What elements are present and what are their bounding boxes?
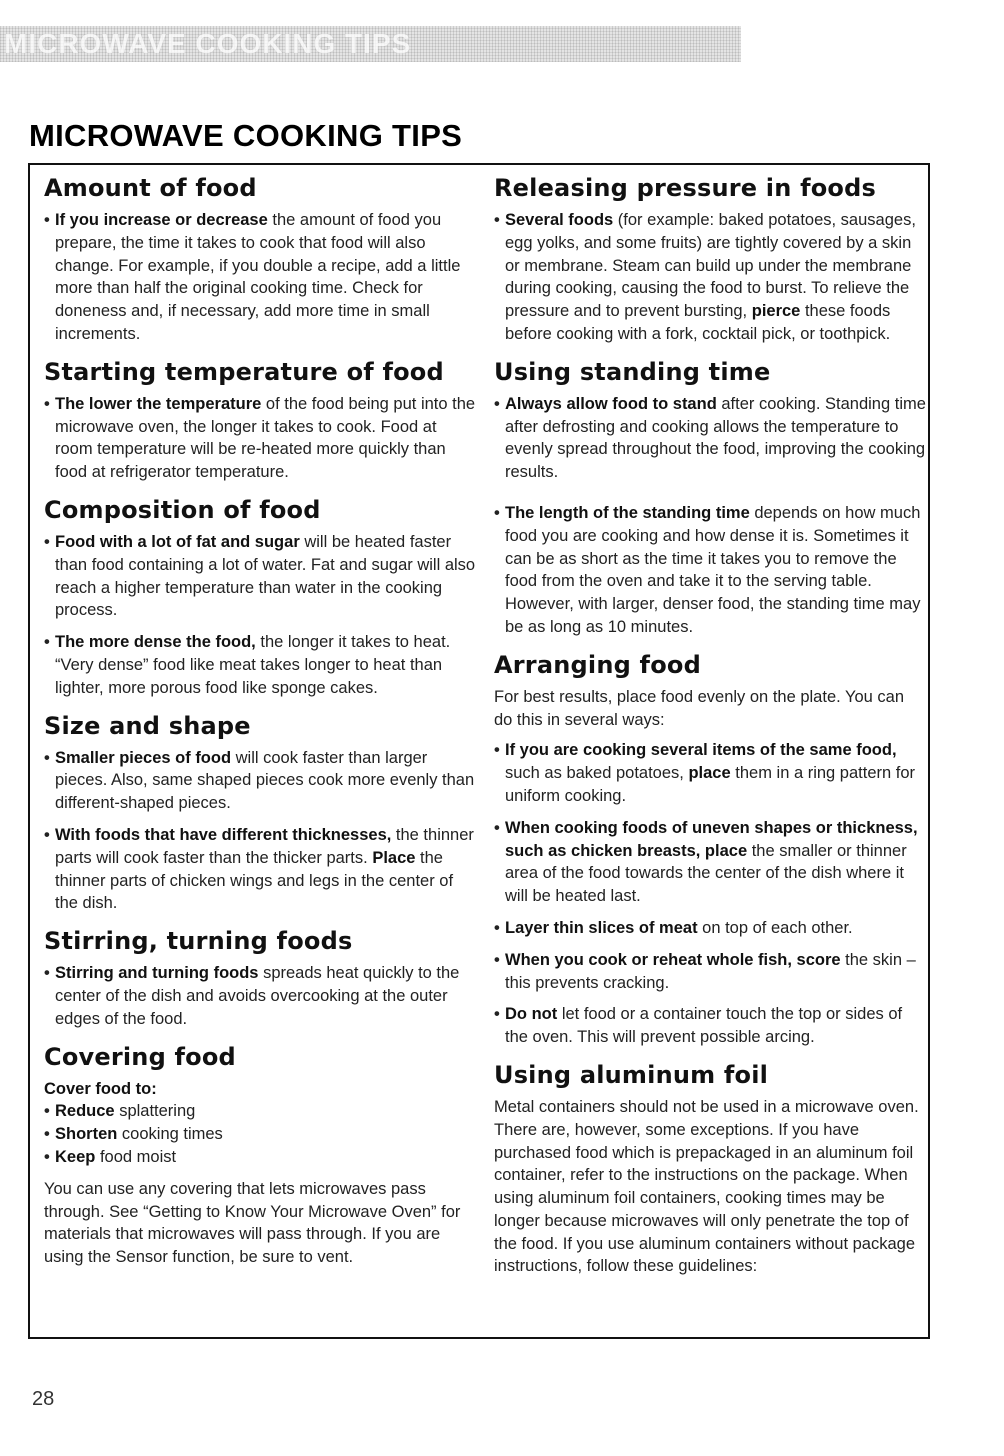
section-heading: Stirring, turning foods xyxy=(44,927,353,956)
section-heading: Releasing pressure in foods xyxy=(494,174,876,202)
section-releasing-pressure xyxy=(494,172,926,346)
bullet-item: • Layer thin slices of meat on top of each other. xyxy=(494,917,926,940)
section-aluminum-foil xyxy=(494,1059,926,1278)
section-heading: Size and shape xyxy=(44,711,251,740)
section-heading: Covering food xyxy=(44,1042,236,1071)
bullet-item: • The length of the standing time depends on how much food you are cooking and how dense it is. Sometimes it can be as short as the time it takes you to remove the food from the oven and take it to the serving table. However, with larger, denser food, the standing time may be as long as 10 minutes. xyxy=(494,503,921,636)
bullet-icon: • xyxy=(494,818,500,837)
section-composition-of-food xyxy=(44,494,476,700)
bullet-item: • Shorten cooking times xyxy=(44,1123,476,1146)
bullet-icon: • xyxy=(494,918,500,937)
bullet-icon: • xyxy=(44,964,50,983)
bullet-item: • When you cook or reheat whole fish, score the skin – this prevents cracking. xyxy=(494,950,916,992)
left-column xyxy=(44,172,476,1277)
subheading: Cover food to: xyxy=(44,1079,157,1098)
bullet-icon: • xyxy=(494,1005,500,1024)
section-heading: Starting temperature of food xyxy=(44,357,444,386)
bullet-icon: • xyxy=(44,532,50,551)
bullet-item: • The lower the temperature of the food being put into the microwave oven, the longer it takes to cook. Food at room temperature will be re-heated more quickly than food at refrigerator temperature. xyxy=(44,394,476,482)
bullet-item: • Keep food moist xyxy=(44,1146,476,1169)
bullet-item: • The more dense the food, the longer it takes to heat. “Very dense” food like meat takes longer to heat than lighter, more porous food like sponge cakes. xyxy=(44,633,451,697)
section-heading: Amount of food xyxy=(44,174,257,202)
bullet-item: • Smaller pieces of food will cook faster than larger pieces. Also, same shaped pieces cook more evenly than different-shaped pieces. xyxy=(44,748,475,813)
bullet-icon: • xyxy=(44,748,50,767)
section-banner xyxy=(0,26,741,62)
page-number: 28 xyxy=(32,1388,55,1410)
bullet-item: • If you are cooking several items of the same food, such as baked potatoes, place them in a ring pattern for uniform cooking. xyxy=(494,741,916,805)
body-paragraph: You can use any covering that lets microwaves pass through. See “Getting to Know Your Microwave Oven” for materials that microwaves will pass through. If you are using the Sensor function, be sure to vent. xyxy=(44,1179,461,1267)
bullet-item: • Several foods (for example: baked potatoes, sausages, egg yolks, and some fruits) are tightly covered by a skin or membrane. Steam can build up under the membrane during cooking, causing the food to burst. To relieve the pressure and to prevent bursting, pierce these foods before cooking with a fork, cocktail pick, or toothpick. xyxy=(494,211,916,343)
right-column xyxy=(494,172,926,1286)
section-heading: Composition of food xyxy=(44,495,321,524)
bullet-icon: • xyxy=(44,1102,50,1121)
bullet-icon: • xyxy=(494,211,500,229)
bullet-item: • With foods that have different thicknesses, the thinner parts will cook faster than the thicker parts. Place the thinner parts of chicken wings and legs in the center of the dish. xyxy=(44,825,474,913)
banner-text: MICROWAVE COOKING TIPS xyxy=(4,28,412,59)
section-starting-temperature xyxy=(44,356,476,484)
page-title: MICROWAVE COOKING TIPS xyxy=(29,118,463,153)
bullet-item: • If you increase or decrease the amount of food you prepare, the time it takes to cook that food will also change. For example, if you double a recipe, add a little more than half the original cooking time. Check for doneness and, if necessary, add more time in small increments. xyxy=(44,211,461,343)
section-size-and-shape xyxy=(44,710,476,916)
bullet-icon: • xyxy=(44,211,50,229)
bullet-icon: • xyxy=(44,1125,50,1144)
bullet-item: • Do not let food or a container touch the top or sides of the oven. This will prevent possible arcing. xyxy=(494,1005,903,1047)
bullet-icon: • xyxy=(44,1147,50,1166)
section-covering-food xyxy=(44,1041,476,1269)
section-heading: Using standing time xyxy=(494,357,771,386)
section-heading: Arranging food xyxy=(494,650,701,679)
bullet-icon: • xyxy=(44,825,50,844)
bullet-item: • Always allow food to stand after cooking. Standing time after defrosting and cooking allows the temperature to evenly spread throughout the food, improving the cooking results. xyxy=(494,394,926,482)
section-standing-time xyxy=(494,356,926,639)
bullet-icon: • xyxy=(494,950,500,969)
body-paragraph: Metal containers should not be used in a microwave oven. There are, however, some exceptions. If you have purchased food which is prepackaged in an aluminum foil container, refer to the instructions on the package. When using aluminum foil containers, cooking times may be longer because microwaves will only penetrate the top of the food. If you use aluminum containers without package instructions, follow these guidelines: xyxy=(494,1097,919,1276)
section-arranging-food xyxy=(494,649,926,1049)
section-amount-of-food xyxy=(44,172,476,346)
bullet-icon: • xyxy=(44,633,50,652)
bullet-item: • Stirring and turning foods spreads heat quickly to the center of the dish and avoids overcooking at the outer edges of the food. xyxy=(44,964,460,1028)
bullet-item: • Reduce splattering xyxy=(44,1100,476,1123)
section-stirring-turning xyxy=(44,925,476,1030)
bullet-icon: • xyxy=(494,741,500,760)
body-paragraph: For best results, place food evenly on the plate. You can do this in several ways: xyxy=(494,687,905,729)
section-heading: Using aluminum foil xyxy=(494,1060,769,1089)
bullet-icon: • xyxy=(494,503,500,522)
bullet-icon: • xyxy=(494,394,500,413)
bullet-icon: • xyxy=(44,394,50,413)
bullet-item: • Food with a lot of fat and sugar will be heated faster than food containing a lot of water. Fat and sugar will also reach a higher temperature than water in the cooking process. xyxy=(44,532,476,620)
bullet-item: • When cooking foods of uneven shapes or thickness, such as chicken breasts, place the smaller or thinner area of the food towards the center of the dish where it will be heated last. xyxy=(494,818,918,906)
